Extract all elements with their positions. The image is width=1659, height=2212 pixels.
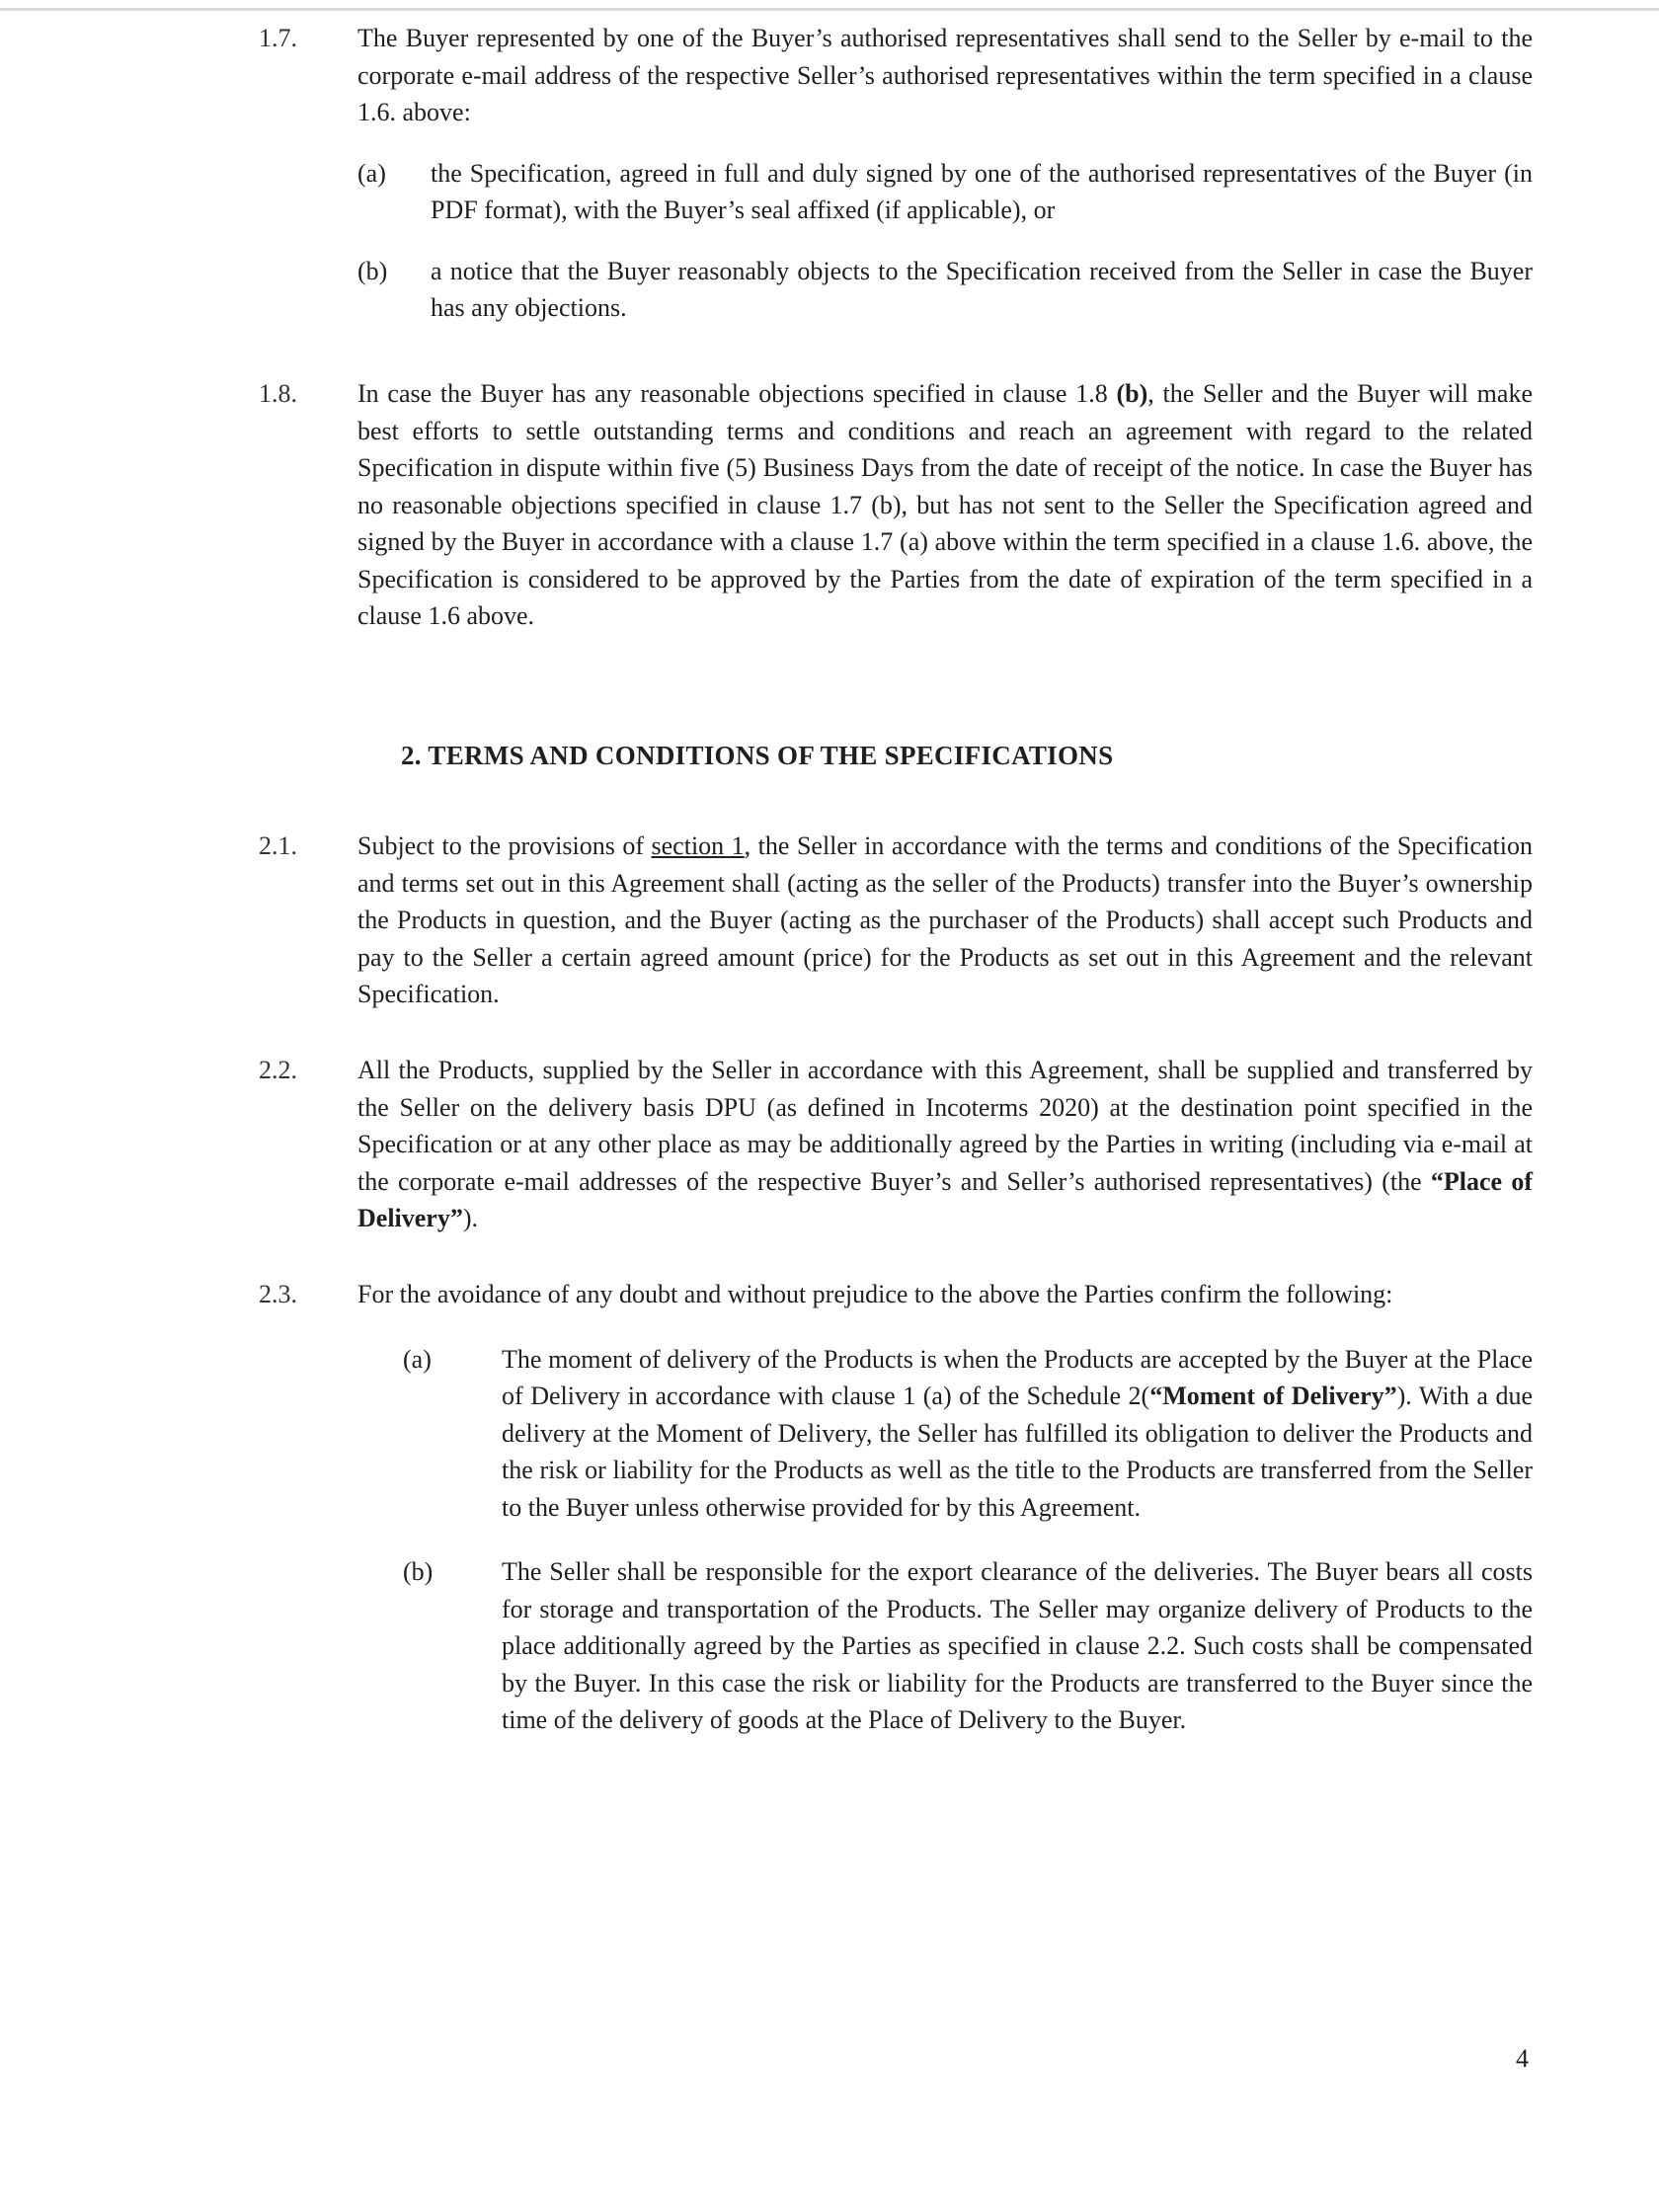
defined-term: “Moment of Delivery” <box>1149 1382 1397 1410</box>
clause-2-3 <box>259 1276 1533 1739</box>
defined-term: “Place of Delivery” <box>357 1166 1534 1232</box>
clause-text <box>357 828 1533 1013</box>
clause-text-start: All the Products, supplied by the Seller in accordance with this Agreement, shall be supplied and transferred by the Seller on the delivery basis DPU (as defined in Incoterms 2020) at the destination point specified in the Specification or at any other place as may be additionally agreed by the Parties in writing (including via e-mail at the corporate e-mail addresses of the respective Buyer’s and Seller’s authorised representatives) (the <box>357 1056 1533 1196</box>
clause-text-bold: (b) <box>1116 379 1148 408</box>
subclause-mark: (a) <box>403 1344 432 1374</box>
clause-2-1 <box>259 828 1533 1013</box>
clause-number: 1.8. <box>259 379 297 408</box>
clause-number: 2.3. <box>259 1280 297 1308</box>
subclause-mark: (b) <box>403 1557 434 1586</box>
section-link[interactable]: section 1 <box>651 831 745 860</box>
subclause-mark: (b) <box>357 256 388 285</box>
subclause-b <box>403 1553 1533 1739</box>
subclause-a <box>357 155 1533 229</box>
clause-text-start: Subject to the provisions of <box>357 831 652 860</box>
subclause-text <box>502 1341 1533 1527</box>
subclause-a <box>403 1341 1533 1527</box>
clause-1-7 <box>259 20 1533 327</box>
clause-text-end: ). <box>462 1204 479 1232</box>
section-heading: 2. TERMS AND CONDITIONS OF THE SPECIFICATIONS <box>401 741 1114 770</box>
clause-text <box>357 1052 1533 1237</box>
clause-1-8 <box>259 375 1533 635</box>
clause-text <box>357 375 1533 635</box>
clause-2-2 <box>259 1052 1533 1237</box>
clause-number: 2.1. <box>259 831 297 860</box>
clause-text-start: In case the Buyer has any reasonable objections specified in clause 1.8 <box>357 379 1117 408</box>
page-number: 4 <box>1516 2044 1529 2073</box>
clause-text: For the avoidance of any doubt and without prejudice to the above the Parties confirm the following: <box>357 1280 1393 1308</box>
subclause-b <box>357 253 1533 327</box>
clause-number: 2.2. <box>259 1056 297 1084</box>
clause-text-end: , the Seller in accordance with the terms and conditions of the Specification and terms set out in this Agreement shall (acting as the seller of the Products) transfer into the Buyer’s ownership the Products in question, and the Buyer (acting as the purchaser of the Products) shall accept such Products and pay to the Seller a certain agreed amount (price) for the Products as set out in this Agreement and the relevant Specification. <box>357 831 1533 1008</box>
subclause-mark: (a) <box>357 158 386 188</box>
clause-number: 1.7. <box>259 24 297 52</box>
subclause-text-end: ). With a due delivery at the Moment of Delivery, the Seller has fulfilled its obligation to deliver the Products and the risk or liability for the Products as well as the title to the Products are transferred from the Seller to the Buyer unless otherwise provided for by this Agreement. <box>502 1382 1533 1522</box>
subclause-text: a notice that the Buyer reasonably objects to the Specification received from the Seller in case the Buyer has any objections. <box>431 256 1533 322</box>
subclause-text: the Specification, agreed in full and duly signed by one of the authorised representatives of the Buyer (in PDF format), with the Buyer’s seal affixed (if applicable), or <box>431 158 1533 224</box>
subclause-text: The Seller shall be responsible for the export clearance of the deliveries. The Buyer bears all costs for storage and transportation of the Products. The Seller may organize delivery of Products to the place additionally agreed by the Parties as specified in clause 2.2. Such costs shall be compensated by the Buyer. In this case the risk or liability for the Products are transferred to the Buyer since the time of the delivery of goods at the Place of Delivery to the Buyer. <box>502 1557 1533 1734</box>
clause-text-end: , the Seller and the Buyer will make best efforts to settle outstanding terms and conditions and reach an agreement with regard to the related Specification in dispute within five (5) Business Days from the date of receipt of the notice. In case the Buyer has no reasonable objections specified in clause 1.7 (b), but has not sent to the Seller the Specification agreed and signed by the Buyer in accordance with a clause 1.7 (a) above within the term specified in a clause 1.6. above, the Specification is considered to be approved by the Parties from the date of expiration of the term specified in a clause 1.6 above. <box>357 379 1533 630</box>
clause-text: The Buyer represented by one of the Buyer’s authorised representatives shall send to the Seller by e-mail to the corporate e-mail address of the respective Seller’s authorised representatives within the term specified in a clause 1.6. above: <box>357 24 1533 126</box>
subclause-text-start: The moment of delivery of the Products is when the Products are accepted by the Buyer at the Place of Delivery in accordance with clause 1 (a) of the Schedule 2( <box>502 1344 1533 1410</box>
